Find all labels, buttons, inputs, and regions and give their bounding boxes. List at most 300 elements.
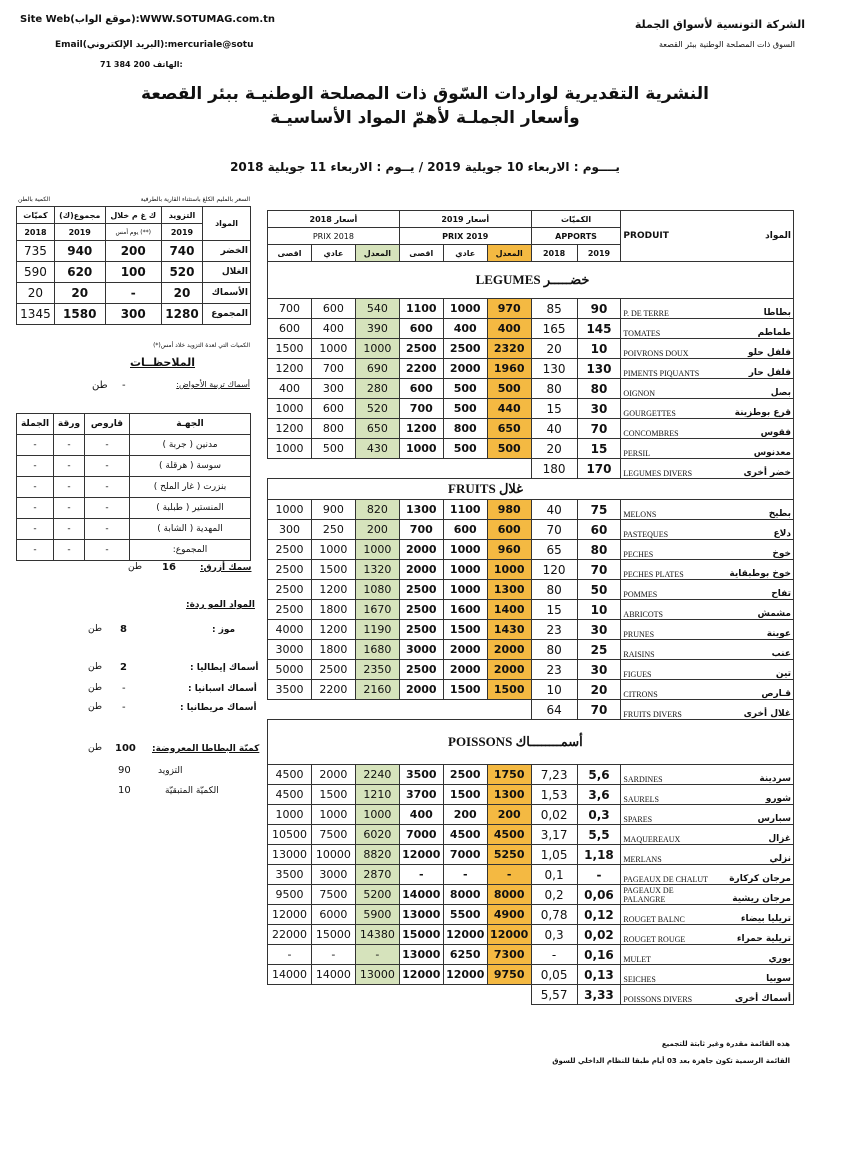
price-cell: 690 (355, 359, 399, 379)
site-web: Site Web(موقع الواب):WWW.SOTUMAG.com.tn (20, 14, 276, 25)
apport-2019-cell: 5,6 (577, 765, 621, 785)
price-cell: 1000 (268, 500, 312, 520)
poissons-title-ar: أسمــــــــاك (512, 734, 583, 749)
price-cell: 650 (487, 419, 531, 439)
price-cell: 7500 (311, 885, 355, 905)
price-cell: 7500 (311, 825, 355, 845)
product-name-ar: بطيخ (713, 500, 794, 520)
apport-2018-cell: 1,53 (531, 785, 577, 805)
product-name-fr: OIGNON (621, 379, 713, 399)
region-name: المهدية ( الشابة ) (130, 519, 251, 540)
apport-2019-cell: 25 (577, 640, 621, 660)
price-cell: 500 (443, 379, 487, 399)
price-cell: 1200 (268, 419, 312, 439)
summary-cell: 620 (54, 262, 105, 283)
price-cell: 5200 (355, 885, 399, 905)
product-name-fr: RAISINS (621, 640, 713, 660)
product-name-ar: قـارص (713, 680, 794, 700)
price-cell: 1430 (487, 620, 531, 640)
product-name-ar: بطاطا (713, 299, 794, 319)
prix-2019-header: PRIX 2019 (399, 228, 531, 245)
price-cell: 1500 (443, 620, 487, 640)
apport-2019-cell: 5,5 (577, 825, 621, 845)
fruits-row (268, 640, 794, 660)
apport-2019-cell: 90 (577, 299, 621, 319)
region-cell: - (54, 498, 85, 519)
fruits-title-fr: FRUITS (448, 481, 496, 496)
banana-label: موز : (212, 625, 236, 635)
poissons-row (268, 825, 794, 845)
legumes-row (268, 399, 794, 419)
company-name: الشركة التونسية لأسواق الجملة (634, 18, 805, 31)
regions-row (17, 498, 251, 519)
legumes-title-fr: LEGUMES (475, 272, 541, 287)
product-name-fr: PIMENTS PIQUANTS (621, 359, 713, 379)
price-cell: 13000 (268, 845, 312, 865)
price-cell: 3700 (399, 785, 443, 805)
regions-header: الجملة (17, 414, 54, 435)
price-cell (268, 459, 312, 479)
poissons-row (268, 925, 794, 945)
summary-subheader: 2019 (54, 224, 105, 241)
fruits-section (268, 479, 794, 720)
poissons-row (268, 885, 794, 905)
price-cell: 500 (443, 439, 487, 459)
product-name-ar: غزال (713, 825, 794, 845)
price-cell: 300 (311, 379, 355, 399)
price-cell: 3500 (268, 865, 312, 885)
fruits-title (268, 479, 794, 500)
price-cell: 2500 (443, 765, 487, 785)
subheader: عادي (443, 245, 487, 262)
legumes-section (268, 262, 794, 479)
footer-note-2: القائمة الرسمية تكون جاهزة بعد 03 أيام طبقا للنظام الداخلي للسوق (552, 1057, 790, 1065)
legumes-row (268, 339, 794, 359)
price-cell: 1190 (355, 620, 399, 640)
regions-row (17, 435, 251, 456)
price-cell: 1600 (443, 600, 487, 620)
prix-2018-header: PRIX 2018 (268, 228, 400, 245)
product-name-fr: SPARES (621, 805, 713, 825)
product-name-ar: تين (713, 660, 794, 680)
regions-table (16, 413, 251, 561)
apport-2019-cell: 10 (577, 339, 621, 359)
apport-2018-cell: 15 (531, 600, 577, 620)
apport-2019-cell: 70 (577, 560, 621, 580)
price-cell: 22000 (268, 925, 312, 945)
price-cell: 820 (355, 500, 399, 520)
phone-label: الهاتف: (152, 60, 183, 69)
product-name-fr: SEICHES (621, 965, 713, 985)
price-cell: 1500 (443, 680, 487, 700)
summary-row-label: الغلال (203, 262, 251, 283)
product-name-ar: مرجان ريشية (713, 885, 794, 905)
price-cell (311, 985, 355, 1005)
price-cell: 2240 (355, 765, 399, 785)
price-cell: 8000 (443, 885, 487, 905)
price-cell: 1500 (311, 560, 355, 580)
price-cell (355, 985, 399, 1005)
price-cell: 400 (268, 379, 312, 399)
apport-2019-cell: 3,33 (577, 985, 621, 1005)
summary-row (17, 304, 251, 325)
price-cell: 5000 (268, 660, 312, 680)
product-name-ar: دلاع (713, 520, 794, 540)
fruits-row (268, 680, 794, 700)
price-cell: 2000 (487, 640, 531, 660)
price-cell: 7000 (399, 825, 443, 845)
summary-row (17, 283, 251, 304)
price-cell (487, 985, 531, 1005)
price-cell (311, 459, 355, 479)
price-cell: 400 (487, 319, 531, 339)
legumes-title-ar: خضـــــر (540, 272, 590, 287)
summary-cell: 940 (54, 241, 105, 262)
price-cell: 3500 (399, 765, 443, 785)
price-cell: 12000 (487, 925, 531, 945)
region-cell: - (17, 435, 54, 456)
price-cell: 6250 (443, 945, 487, 965)
price-cell: 2000 (311, 765, 355, 785)
price-cell: 200 (355, 520, 399, 540)
price-cell: 2200 (399, 359, 443, 379)
region-cell: - (54, 540, 85, 561)
price-cell: 5500 (443, 905, 487, 925)
apport-2018-cell: 64 (531, 700, 577, 720)
price-cell: 520 (355, 399, 399, 419)
poissons-row (268, 765, 794, 785)
apport-2018-cell: 0,05 (531, 965, 577, 985)
summary-price-note: السعر بالمليم الكلغ باستثناء القارية بالطرفية (140, 196, 250, 203)
price-cell: 1000 (268, 439, 312, 459)
price-cell: 6000 (311, 905, 355, 925)
apport-2019-cell: 15 (577, 439, 621, 459)
price-cell: 600 (487, 520, 531, 540)
legumes-row (268, 439, 794, 459)
price-cell: 1100 (399, 299, 443, 319)
apport-2019-cell: 1,18 (577, 845, 621, 865)
phone (100, 60, 183, 69)
summary-header-row (17, 207, 251, 224)
regions-row (17, 519, 251, 540)
product-name-ar: بوري (713, 945, 794, 965)
remarks-title: الملاحظــات (130, 356, 195, 369)
product-name-fr: PERSIL (621, 439, 713, 459)
italy-fish-unit: طن (88, 662, 103, 672)
legumes-row (268, 459, 794, 479)
price-cell: 1500 (487, 680, 531, 700)
apport-2018-cell: 15 (531, 399, 577, 419)
price-cell: 1680 (355, 640, 399, 660)
potato-supply-label: التزويد (158, 766, 183, 776)
product-name-fr: PAGEAUX DE PALANGRE (621, 885, 713, 905)
price-cell: 800 (311, 419, 355, 439)
poissons-row (268, 805, 794, 825)
product-name-fr: ROUGET ROUGE (621, 925, 713, 945)
product-name-ar: مرجان كركارة (713, 865, 794, 885)
price-cell: 12000 (268, 905, 312, 925)
summary-subheader: 2018 (17, 224, 55, 241)
apport-2019-cell: 60 (577, 520, 621, 540)
poissons-row (268, 945, 794, 965)
blue-fish-value: 16 (162, 562, 176, 573)
price-cell: 1000 (355, 339, 399, 359)
product-name-ar: سبارس (713, 805, 794, 825)
price-cell: 2000 (399, 540, 443, 560)
price-cell: 14000 (311, 965, 355, 985)
poissons-title-fr: POISSONS (448, 734, 513, 749)
apport-2018-cell: 85 (531, 299, 577, 319)
subheader: المعدل (355, 245, 399, 262)
product-name-ar: معدنوس (713, 439, 794, 459)
price-cell: 9750 (487, 965, 531, 985)
poissons-row (268, 845, 794, 865)
price-cell: 4500 (268, 785, 312, 805)
apport-2019-cell: 80 (577, 379, 621, 399)
price-cell: 2500 (268, 580, 312, 600)
product-name-ar: فلفل حار (713, 359, 794, 379)
summary-col-header: المواد (203, 207, 251, 241)
price-cell: 1000 (311, 805, 355, 825)
potato-supply-value: 90 (118, 765, 131, 776)
price-cell: 1300 (399, 500, 443, 520)
price-cell: 1000 (487, 560, 531, 580)
apport-2018-cell: 3,17 (531, 825, 577, 845)
summary-footnote: الكميات التي لعدة التزويد خلاد أمس(*) (153, 342, 250, 349)
product-name-fr: MULET (621, 945, 713, 965)
product-name-fr: CONCOMBRES (621, 419, 713, 439)
fruits-row (268, 560, 794, 580)
region-cell: - (54, 435, 85, 456)
summary-cell: 740 (161, 241, 202, 262)
region-cell: - (85, 456, 130, 477)
price-cell: 5250 (487, 845, 531, 865)
product-name-ar: عنب (713, 640, 794, 660)
apport-2019-cell: 0,12 (577, 905, 621, 925)
price-cell: 1000 (443, 540, 487, 560)
apport-2019-cell: 170 (577, 459, 621, 479)
price-cell: 800 (443, 419, 487, 439)
product-name-fr: ROUGET BALNC (621, 905, 713, 925)
fruits-title-row (268, 479, 794, 500)
spain-fish-label: أسماك اسبانيا : (188, 684, 257, 694)
subheader: عادي (311, 245, 355, 262)
apport-2019-cell: 0,16 (577, 945, 621, 965)
region-cell: - (17, 519, 54, 540)
apport-2019-cell: 30 (577, 660, 621, 680)
region-cell: - (85, 519, 130, 540)
price-cell: 12000 (443, 965, 487, 985)
page-title-line2: وأسعار الجملـة لأهمّ المواد الأساسيـة (270, 108, 580, 128)
apports-header: APPORTS (531, 228, 621, 245)
email: Email(البريد الإلكتروني):mercuriale@sotu (55, 40, 254, 50)
price-cell: 1500 (443, 785, 487, 805)
price-cell: 390 (355, 319, 399, 339)
region-cell: - (85, 477, 130, 498)
italy-fish-value: 2 (120, 662, 127, 673)
price-cell: 3000 (399, 640, 443, 660)
price-cell (443, 700, 487, 720)
product-name-fr: SARDINES (621, 765, 713, 785)
price-cell: 500 (443, 399, 487, 419)
product-name-fr: PASTEQUES (621, 520, 713, 540)
price-cell: 3500 (268, 680, 312, 700)
region-cell: - (85, 498, 130, 519)
product-name-ar: فقوس (713, 419, 794, 439)
table-header-row (268, 211, 794, 228)
apport-2019-cell: 30 (577, 399, 621, 419)
product-name-ar: بصل (713, 379, 794, 399)
fruits-title-ar: غلال (495, 481, 523, 496)
price-cell: 980 (487, 500, 531, 520)
price-cell: 600 (399, 319, 443, 339)
summary-cell: 1580 (54, 304, 105, 325)
price-cell: 8000 (487, 885, 531, 905)
apport-2018-cell: - (531, 945, 577, 965)
price-cell (399, 985, 443, 1005)
price-cell: 1960 (487, 359, 531, 379)
mauritania-fish-value: - (122, 702, 126, 713)
price-cell: 2500 (399, 600, 443, 620)
apport-2019-cell: 130 (577, 359, 621, 379)
price-cell: 2500 (399, 580, 443, 600)
price-cell: 2500 (443, 339, 487, 359)
subheader: اقصى (268, 245, 312, 262)
phone-number: 71 384 200 (100, 60, 151, 69)
product-name-fr: LEGUMES DIVERS (621, 459, 713, 479)
subheader: 2019 (577, 245, 621, 262)
price-cell: 2500 (399, 620, 443, 640)
apport-2018-cell: 0,3 (531, 925, 577, 945)
product-name-ar: نزلي (713, 845, 794, 865)
legumes-row (268, 379, 794, 399)
product-name-fr: PECHES (621, 540, 713, 560)
apport-2018-cell: 0,1 (531, 865, 577, 885)
apport-2018-cell: 0,2 (531, 885, 577, 905)
regions-header: ورقة (54, 414, 85, 435)
summary-col-header: كميّات (17, 207, 55, 224)
fruits-row (268, 540, 794, 560)
product-name-fr: TOMATES (621, 319, 713, 339)
price-cell: 700 (311, 359, 355, 379)
price-cell: - (487, 865, 531, 885)
price-cell: 1670 (355, 600, 399, 620)
region-cell: - (54, 519, 85, 540)
price-cell (355, 700, 399, 720)
product-name-ar: خوخ (713, 540, 794, 560)
legumes-row (268, 299, 794, 319)
price-cell: 2200 (311, 680, 355, 700)
price-cell: 2500 (268, 600, 312, 620)
price-cell: 9500 (268, 885, 312, 905)
price-cell: 1100 (443, 500, 487, 520)
price-cell: 650 (355, 419, 399, 439)
price-cell: 600 (311, 399, 355, 419)
product-name-ar: شورو (713, 785, 794, 805)
product-name-ar: أسماك أخرى (713, 985, 794, 1005)
price-cell: 500 (487, 439, 531, 459)
price-cell: 2500 (399, 339, 443, 359)
region-name: بنزرت ( غار الملح ) (130, 477, 251, 498)
price-cell: 2350 (355, 660, 399, 680)
product-name-fr: PAGEAUX DE CHALUT (621, 865, 713, 885)
product-name-ar: سردينة (713, 765, 794, 785)
apport-2018-cell: 23 (531, 620, 577, 640)
prix-2018-ar-header: أسعار 2018 (268, 211, 400, 228)
fruits-row (268, 600, 794, 620)
potato-remain-label: الكميّة المتبقيّة (165, 786, 219, 796)
price-cell: 6020 (355, 825, 399, 845)
region-cell: - (17, 540, 54, 561)
price-cell: 2000 (443, 660, 487, 680)
price-cell: 1000 (268, 399, 312, 419)
price-cell: 1800 (311, 600, 355, 620)
product-name-fr: GOURGETTES (621, 399, 713, 419)
price-cell: - (399, 865, 443, 885)
product-name-fr: P. DE TERRE (621, 299, 713, 319)
price-cell: 10500 (268, 825, 312, 845)
price-cell: 12000 (443, 925, 487, 945)
apport-2018-cell: 1,05 (531, 845, 577, 865)
regions-row (17, 540, 251, 561)
potato-label: كميّة البطاطا المعروضة: (152, 744, 260, 754)
prix-2019-ar-header: أسعار 2019 (399, 211, 531, 228)
price-cell: 1320 (355, 560, 399, 580)
poissons-row (268, 785, 794, 805)
product-name-fr: MELONS (621, 500, 713, 520)
blue-fish-unit: طن (128, 562, 143, 572)
price-cell: 14000 (268, 965, 312, 985)
price-cell: 14000 (399, 885, 443, 905)
apport-2019-cell: 30 (577, 620, 621, 640)
price-cell: 1000 (443, 580, 487, 600)
price-cell: 13000 (355, 965, 399, 985)
apport-2019-cell: 75 (577, 500, 621, 520)
price-cell (311, 700, 355, 720)
price-cell (487, 459, 531, 479)
price-cell: 1200 (399, 419, 443, 439)
potato-unit: طن (88, 743, 103, 753)
apport-2018-cell: 130 (531, 359, 577, 379)
summary-unit-note: الكمية بالطن (18, 196, 51, 203)
product-name-fr: FIGUES (621, 660, 713, 680)
apport-2018-cell: 40 (531, 500, 577, 520)
apport-2019-cell: 70 (577, 419, 621, 439)
fruits-row (268, 660, 794, 680)
subheader: اقصى (399, 245, 443, 262)
price-cell: 2000 (487, 660, 531, 680)
region-cell: - (54, 477, 85, 498)
price-cell: 5900 (355, 905, 399, 925)
price-cell: 600 (311, 299, 355, 319)
price-cell: 500 (487, 379, 531, 399)
price-cell: 7300 (487, 945, 531, 965)
product-name-fr: CITRONS (621, 680, 713, 700)
produit-header: PRODUIT (621, 211, 713, 262)
footer-note-1: هذه القائمة مقدرة وغير ثابتة للتجميع (661, 1040, 790, 1048)
price-cell (399, 459, 443, 479)
price-cell: 2870 (355, 865, 399, 885)
pond-fish-unit: طن (92, 380, 108, 391)
price-cell: 900 (311, 500, 355, 520)
price-cell: 1000 (311, 339, 355, 359)
apport-2018-cell: 120 (531, 560, 577, 580)
region-name: مدنين ( جربة ) (130, 435, 251, 456)
apport-2019-cell: 0,06 (577, 885, 621, 905)
price-cell: 1200 (311, 620, 355, 640)
summary-cell: 520 (161, 262, 202, 283)
price-cell: 280 (355, 379, 399, 399)
